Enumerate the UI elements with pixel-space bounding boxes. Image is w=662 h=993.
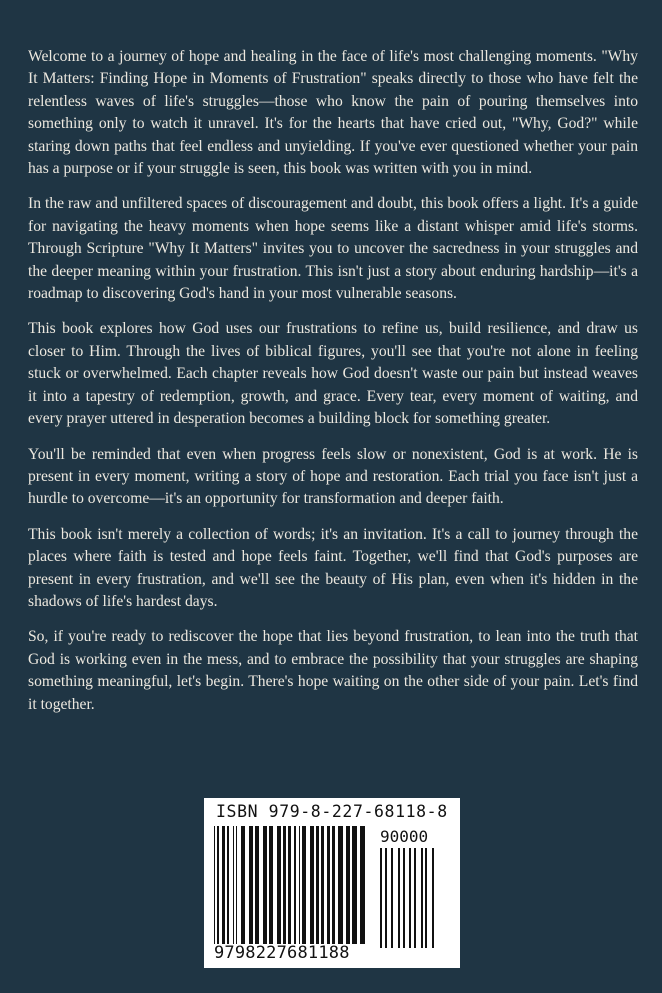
barcode-bar — [241, 826, 245, 944]
barcode-bar — [277, 826, 281, 944]
barcode-bar — [338, 826, 342, 944]
barcode-bar — [327, 826, 330, 944]
barcode-bar — [398, 848, 400, 948]
isbn-barcode — [204, 798, 460, 968]
barcode-bar — [310, 826, 314, 944]
blurb-paragraph-5: This book isn't merely a collection of words; it's an invitation. It's a call to journey through the places where faith is tested and hope feels faint. Together, we'll find that God's purposes are present in every frustration, and we'll see the beauty of His plan, even when it's hidden in the shadows of life's hardest days. — [28, 525, 638, 610]
barcode-bar — [288, 826, 291, 944]
barcode-bar — [294, 826, 295, 944]
barcode-bar — [414, 848, 416, 948]
barcode-bar — [346, 826, 350, 944]
ean-barcode-bars — [214, 826, 376, 944]
barcode-bar — [227, 826, 230, 944]
barcode-bar — [283, 826, 286, 944]
blurb-paragraph-4: You'll be reminded that even when progress feels slow or nonexistent, God is at work. He is present in every moment, writing a story of hope and restoration. Each trial you face isn't just a hurdle to overcome—it's an opportunity for transformation and deeper faith. — [28, 445, 638, 508]
barcode-bar — [403, 848, 405, 948]
barcode-bar — [391, 848, 393, 948]
barcode-bar — [380, 848, 382, 948]
blurb-paragraph-1: Welcome to a journey of hope and healing in the face of life's most challenging moments. "Why It Matters: Finding Hope in Moments of Frustration" speaks directly to those who have felt the relentless waves of life's struggles—those who know the pain of pouring themselves into something only to watch it unravel. It's for the hearts that have cried out, "Why, God?" while staring down paths that feel endless and unyielding. If you've ever questioned whether your pain has a purpose or if your struggle is seen, this book was written with you in mind. — [28, 48, 638, 178]
barcode-bar — [352, 826, 356, 944]
barcode-bar — [321, 826, 324, 944]
barcode-bar — [217, 826, 218, 944]
barcode-bar — [255, 826, 259, 944]
isbn-label: ISBN 979-8-227-68118-8 — [216, 802, 448, 821]
blurb-paragraph-6: So, if you're ready to rediscover the hope that lies beyond frustration, to lean into the truth that God is working even in the mess, and to embrace the possibility that your struggles are shaping something meaningful, let's begin. There's hope waiting on the other side of your pain. Let's find it together. — [28, 628, 638, 713]
back-cover-blurb — [28, 46, 638, 729]
barcode-bar — [236, 826, 237, 944]
barcode-bar — [432, 848, 434, 948]
barcode-bar — [233, 826, 234, 944]
barcode-bar — [316, 826, 319, 944]
barcode-bar — [249, 826, 253, 944]
barcode-bar — [409, 848, 411, 948]
barcode-bar — [214, 826, 215, 944]
barcode-bar — [269, 826, 273, 944]
barcode-bar — [332, 826, 335, 944]
barcode-bar — [299, 826, 300, 944]
price-addon-digits: 90000 — [380, 827, 429, 846]
price-addon-bars — [380, 848, 450, 948]
barcode-bar — [222, 826, 225, 944]
barcode-bar — [421, 848, 423, 948]
barcode-bar — [360, 826, 364, 944]
barcode-bar — [263, 826, 267, 944]
ean-digits: 9798227681188 — [214, 943, 350, 963]
barcode-bar — [302, 826, 306, 944]
barcode-bar — [385, 848, 387, 948]
blurb-paragraph-3: This book explores how God uses our frustrations to refine us, build resilience, and draw us closer to Him. Through the lives of biblical figures, you'll see that you're not alone in feeling stuck or overwhelmed. Each chapter reveals how God doesn't waste our pain but instead weaves it into a tapestry of redemption, growth, and grace. Every tear, every moment of waiting, and every prayer uttered in desperation becomes a building block for something greater. — [28, 320, 638, 428]
barcode-bar — [425, 848, 427, 948]
blurb-paragraph-2: In the raw and unfiltered spaces of discouragement and doubt, this book offers a light. It's a guide for navigating the heavy moments when hope seems like a distant whisper amid life's storms. Through Scripture "Why It Matters" invites you to uncover the sacredness in your struggles and the deeper meaning within your frustration. This isn't just a story about enduring hardship—it's a roadmap to discovering God's hand in your most vulnerable seasons. — [28, 195, 638, 303]
